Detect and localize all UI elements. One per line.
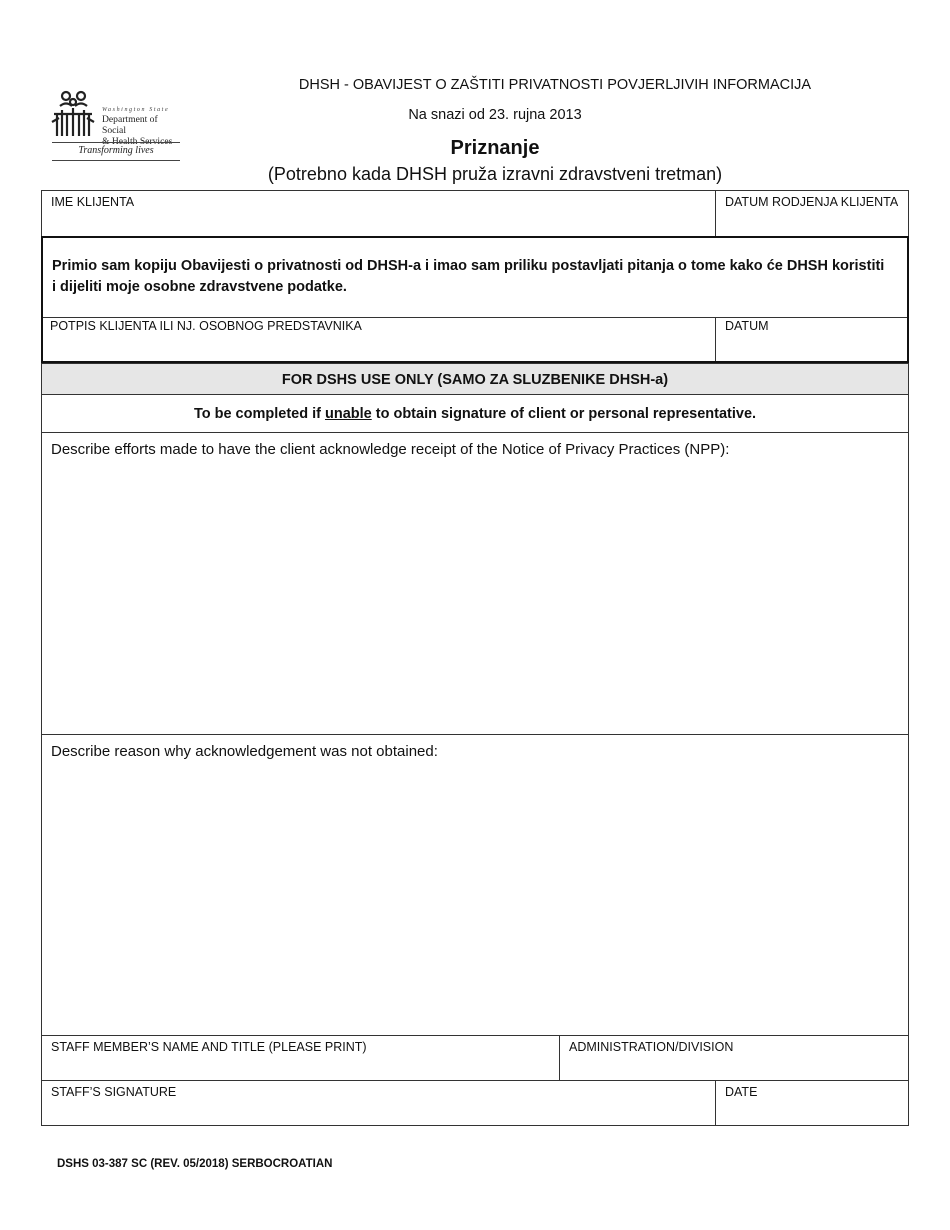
agency-title: DHSH - OBAVIJEST O ZAŠTITI PRIVATNOSTI POVJERLJIVIH INFORMACIJA	[298, 77, 812, 93]
administration-field[interactable]	[560, 1036, 908, 1080]
staff-signature-label: STAFF’S SIGNATURE	[51, 1085, 177, 1099]
logo-org-line1: Department of Social	[102, 114, 158, 136]
efforts-field[interactable]	[41, 432, 909, 735]
client-signature-label: POTPIS KLIJENTA ILI NJ. OSOBNOG PREDSTAVNIKA	[50, 319, 362, 333]
staff-signature-field[interactable]	[42, 1081, 716, 1125]
dshs-use-only-band	[41, 363, 909, 395]
client-dob-label: DATUM RODJENJA KLIJENTA	[725, 195, 899, 209]
dshs-people-icon	[50, 90, 100, 140]
acknowledgement-statement: Primio sam kopiju Obavijesti o privatnosti od DHSH-a i imao sam priliku postavljati pitanja o tome kako će DHSH koristiti i dijeliti moje osobne zdravstvene podatke.	[52, 258, 885, 295]
staff-date-label: DATE	[725, 1085, 758, 1099]
dshs-use-only-text: FOR DSHS USE ONLY (SAMO ZA SLUZBENIKE DHSH-a)	[281, 372, 669, 388]
logo-rule-bottom	[52, 160, 180, 161]
client-date-label: DATUM	[725, 319, 769, 333]
staff-name-label: STAFF MEMBER’S NAME AND TITLE (PLEASE PRINT)	[51, 1040, 367, 1054]
client-info-row	[41, 190, 909, 237]
form-id: DSHS 03-387 SC (REV. 05/2018) SERBOCROATIAN	[57, 1158, 333, 1170]
staff-info-row	[41, 1035, 909, 1081]
page-title: Priznanje	[450, 137, 540, 159]
instruction-row	[41, 394, 909, 433]
efforts-label: Describe efforts made to have the client acknowledge receipt of the Notice of Privacy Practices (NPP):	[51, 441, 730, 458]
reason-label: Describe reason why acknowledgement was not obtained:	[51, 743, 438, 760]
client-name-label: IME KLIJENTA	[51, 195, 135, 209]
instruction-underlined: unable	[324, 406, 372, 422]
page-subtitle: (Potrebno kada DHSH pruža izravni zdravstveni tretman)	[267, 164, 723, 184]
logo-state: Washington State	[102, 107, 170, 113]
reason-field[interactable]	[41, 734, 909, 1036]
staff-signature-row	[41, 1080, 909, 1126]
instruction-pre: To be completed if	[193, 406, 325, 422]
client-dob-field[interactable]	[716, 191, 908, 236]
staff-date-field[interactable]	[716, 1081, 908, 1125]
client-name-field[interactable]	[42, 191, 716, 236]
client-date-field[interactable]	[716, 318, 907, 361]
administration-label: ADMINISTRATION/DIVISION	[569, 1040, 734, 1054]
staff-name-field[interactable]	[42, 1036, 560, 1080]
effective-date: Na snazi od 23. rujna 2013	[408, 107, 582, 123]
logo-tagline: Transforming lives	[78, 145, 154, 156]
logo-org-line2: & Health Services	[102, 136, 173, 147]
instruction-post: to obtain signature of client or personal representative.	[371, 406, 757, 422]
client-signature-field[interactable]	[43, 318, 715, 361]
acknowledgement-box	[41, 236, 909, 363]
